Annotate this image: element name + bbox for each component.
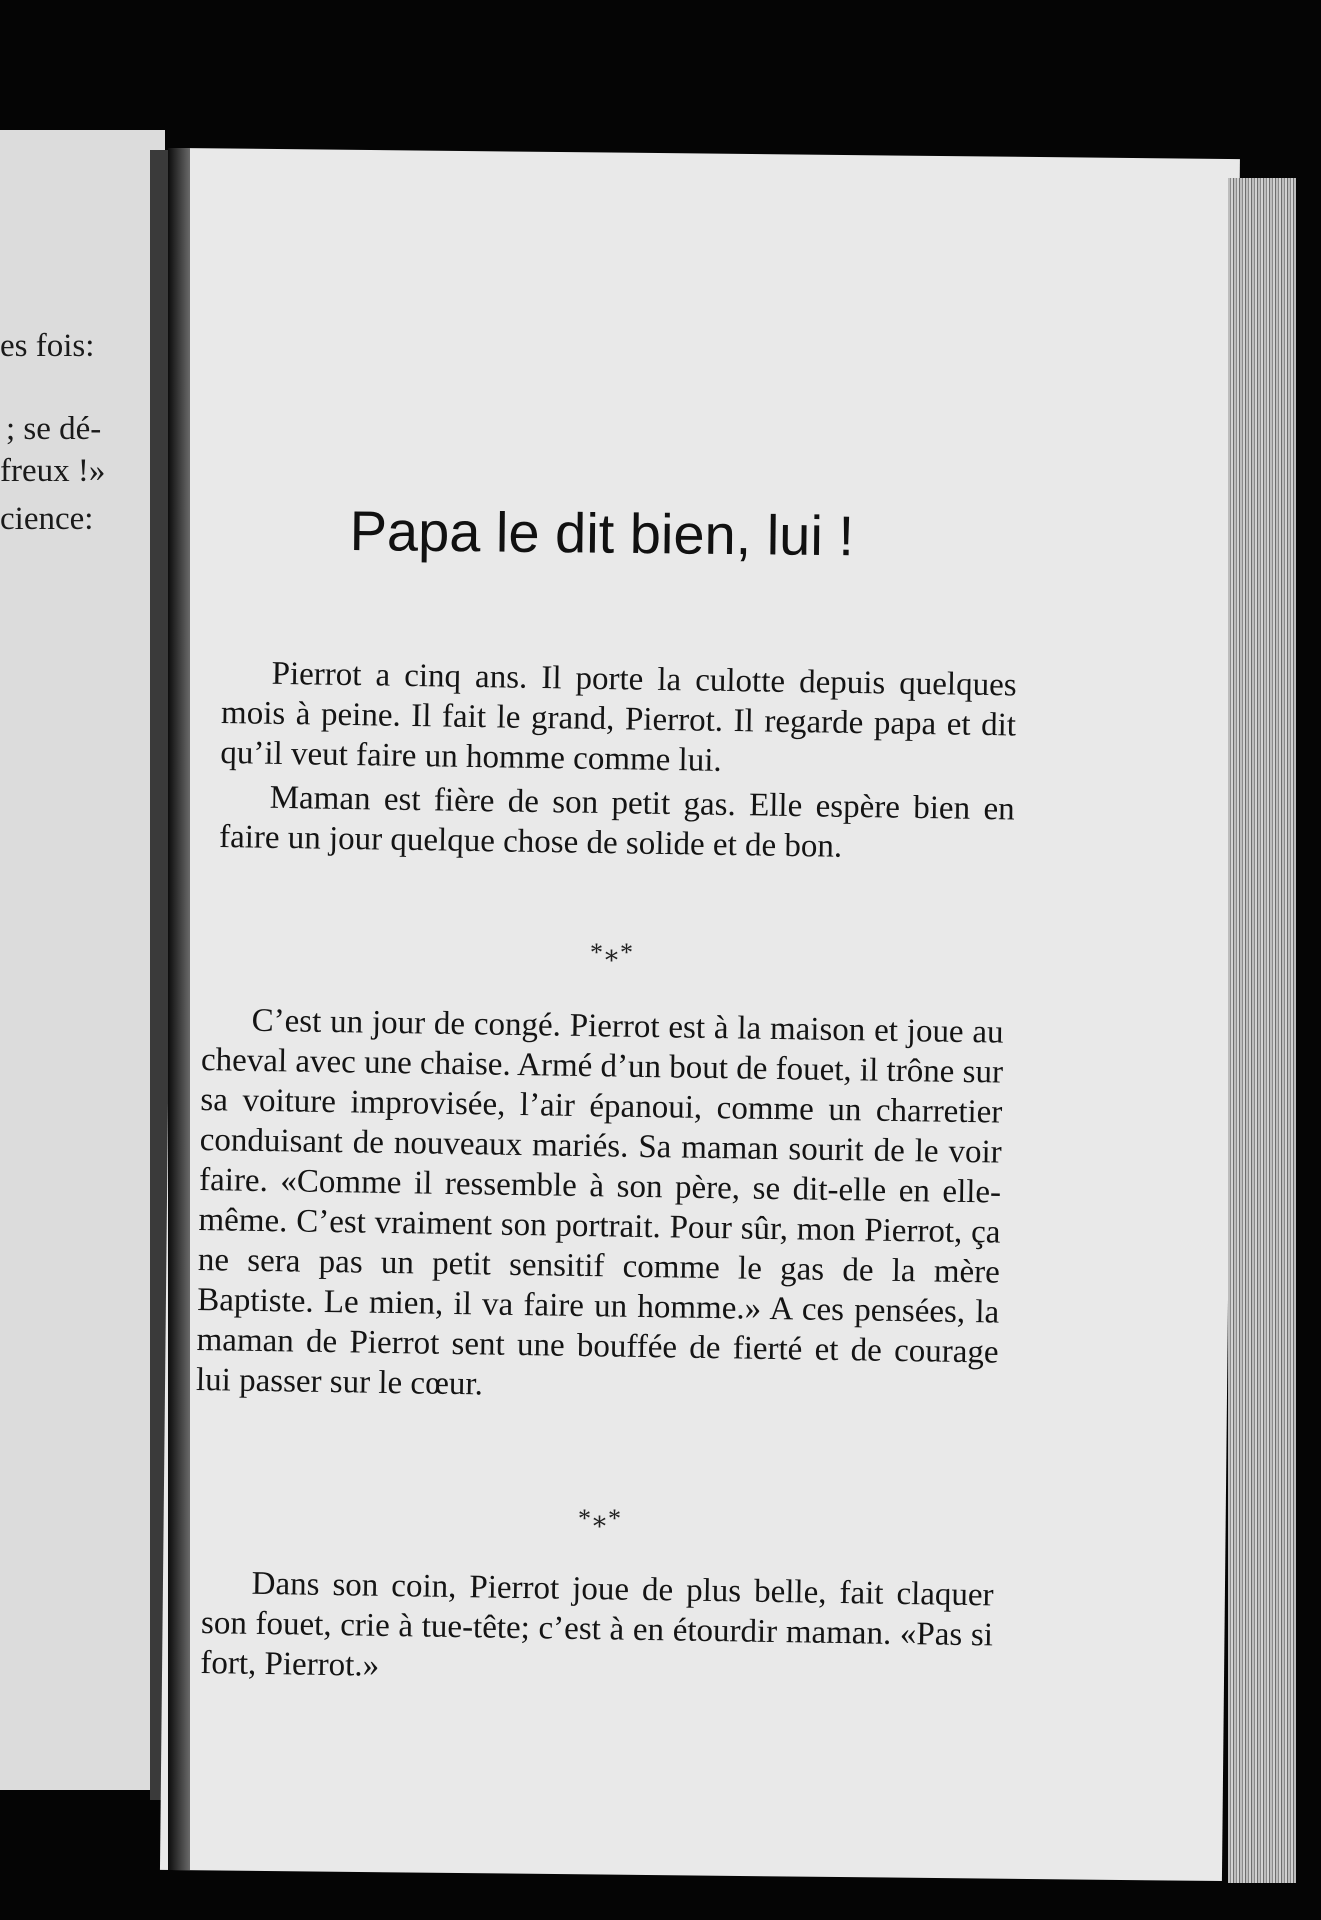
paragraph: C’est un jour de congé. Pierrot est à la maison et joue au cheval avec une chaise. Armé d’un bout de fouet, il trône sur sa voiture improvisée, l’air épanoui, comme un charretier conduisant de nouveaux mariés. Sa maman sourit de le voir faire. «Comme il ressemble à son père, se dit-elle en elle-même. C’est vraiment son portrait. Pour sûr, mon Pierrot, ça ne sera pas un petit sensitif comme le gas de la mère Baptiste. Le mien, il va faire un homme.» A ces pensées, la maman de Pierrot sent une bouffée de fierté et de courage lui passer sur le cœur. — [195, 1002, 1004, 1403]
section-2 — [196, 1000, 1004, 1413]
page-fore-edge — [1228, 178, 1296, 1883]
page-shadow — [168, 148, 190, 1870]
left-page-line: ; se dé- — [6, 411, 102, 447]
left-page-line: es fois: — [0, 328, 95, 364]
paragraph: Dans son coin, Pierrot joue de plus belle, fait claquer son fouet, crie à tue-tête; c’est à en étourdir maman. «Pas si fort, Pierrot.» — [200, 1565, 994, 1684]
section-separator: *⁎* — [578, 1504, 623, 1533]
left-page — [0, 130, 165, 1790]
paragraph: Maman est fière de son petit gas. Elle espère bien en faire un jour quelque chose de solide et de bon. — [218, 779, 1015, 865]
chapter-title: Papa le dit bien, lui ! — [349, 498, 855, 568]
left-page-line: cience: — [0, 501, 94, 537]
section-separator: *⁎* — [590, 938, 635, 967]
section-1 — [219, 653, 1017, 869]
section-3 — [200, 1563, 994, 1695]
left-page-line: freux !» — [0, 453, 106, 489]
paragraph: Pierrot a cinq ans. Il porte la culotte depuis quelques mois à peine. Il fait le grand, Pierrot. Il regarde papa et dit qu’il veut faire un homme comme lui. — [220, 655, 1017, 779]
